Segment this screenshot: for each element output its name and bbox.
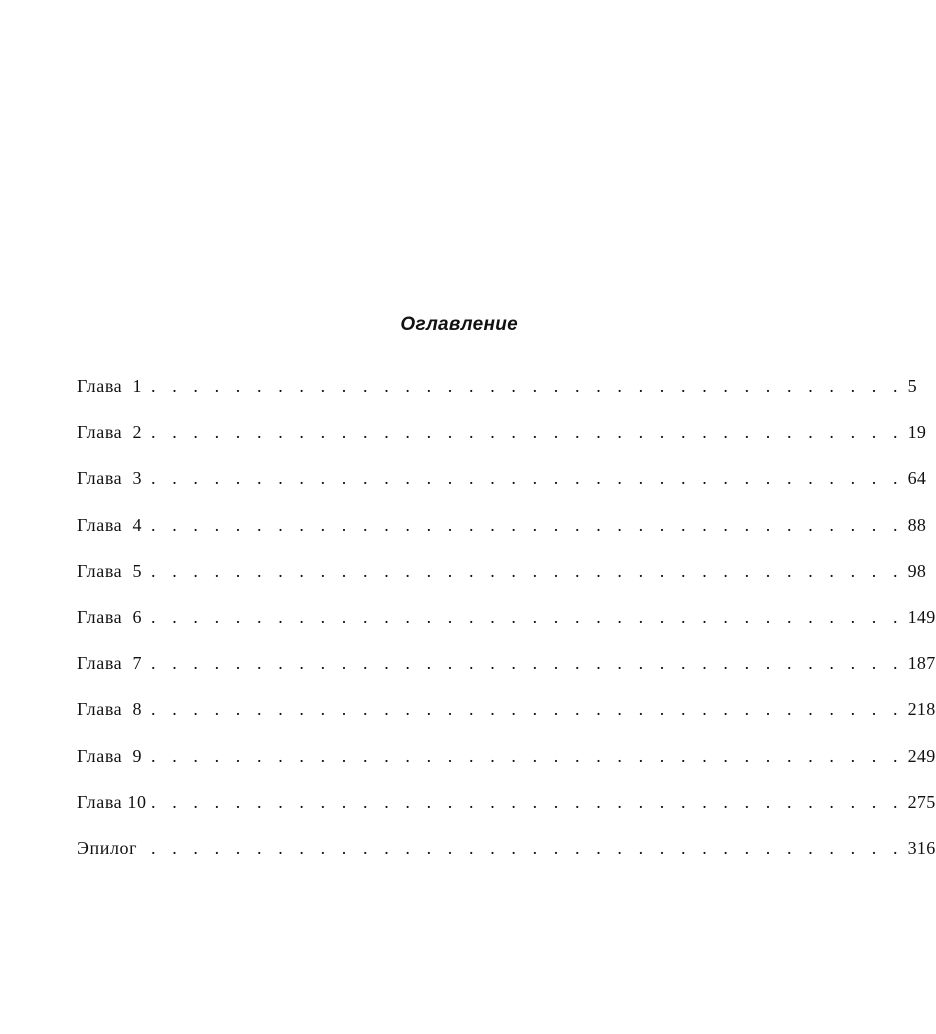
toc-entry-label: Глава 2: [77, 422, 143, 443]
toc-entry[interactable]: [77, 790, 936, 836]
toc-entry-page: 5: [907, 376, 917, 396]
dot-leader: . . . . . . . . . . . . . . . . . . . . . . . . . . . . . . . . . . . .: [151, 791, 904, 812]
toc-entry-page: 218: [907, 699, 936, 720]
dot-leader: . . . . . . . . . . . . . . . . . . . . . . . . . . . . . . . . . . . .: [151, 837, 904, 858]
toc-list: [77, 374, 936, 882]
toc-entry[interactable]: [77, 513, 927, 559]
toc-entry-label: Глава 6: [77, 606, 143, 627]
toc-entry[interactable]: [77, 605, 936, 651]
dot-leader: . . . . . . . . . . . . . . . . . . . . . . . . . . . . . . . . . . . .: [151, 560, 904, 581]
dot-leader: . . . . . . . . . . . . . . . . . . . . . . . . . . . . . . . . . . . .: [151, 699, 904, 720]
toc-entry-page: 149: [907, 606, 936, 627]
toc-entry-page: 249: [907, 745, 936, 766]
toc-entry[interactable]: [77, 697, 936, 743]
toc-entry-label: Глава 10: [77, 791, 147, 812]
toc-entry-label: Эпилог: [77, 837, 138, 858]
toc-entry-label: Глава 5: [77, 560, 143, 581]
toc-entry-page: 187: [907, 653, 936, 674]
toc-entry[interactable]: [77, 744, 936, 790]
toc-entry-label: Глава 1: [77, 376, 143, 396]
toc-entry-page: 275: [907, 791, 936, 812]
dot-leader: . . . . . . . . . . . . . . . . . . . . . . . . . . . . . . . . . . . .: [151, 376, 904, 396]
dot-leader: . . . . . . . . . . . . . . . . . . . . . . . . . . . . . . . . . . . .: [151, 514, 904, 535]
toc-entry-page: 88: [907, 514, 927, 535]
toc-entry-page: 64: [907, 468, 927, 489]
dot-leader: . . . . . . . . . . . . . . . . . . . . . . . . . . . . . . . . . . . .: [151, 653, 904, 674]
toc-entry[interactable]: [77, 651, 936, 697]
toc-entry-page: 98: [907, 560, 927, 581]
toc-entry-label: Глава 7: [77, 653, 143, 674]
toc-entry-page: 316: [907, 837, 936, 858]
toc-entry-label: Глава 4: [77, 514, 143, 535]
toc-heading: Оглавление: [400, 314, 518, 335]
toc-entry-label: Глава 3: [77, 468, 143, 489]
toc-entry[interactable]: [77, 420, 927, 466]
dot-leader: . . . . . . . . . . . . . . . . . . . . . . . . . . . . . . . . . . . .: [151, 606, 904, 627]
dot-leader: . . . . . . . . . . . . . . . . . . . . . . . . . . . . . . . . . . . .: [151, 422, 904, 443]
dot-leader: . . . . . . . . . . . . . . . . . . . . . . . . . . . . . . . . . . . .: [151, 468, 904, 489]
toc-entry[interactable]: [77, 836, 936, 882]
toc-entry[interactable]: [77, 559, 927, 605]
toc-entry-label: Глава 9: [77, 745, 143, 766]
toc-entry-label: Глава 8: [77, 699, 143, 720]
dot-leader: . . . . . . . . . . . . . . . . . . . . . . . . . . . . . . . . . . . .: [151, 745, 904, 766]
toc-entry[interactable]: [77, 374, 917, 420]
toc-entry[interactable]: [77, 466, 927, 512]
toc-entry-page: 19: [907, 422, 927, 443]
